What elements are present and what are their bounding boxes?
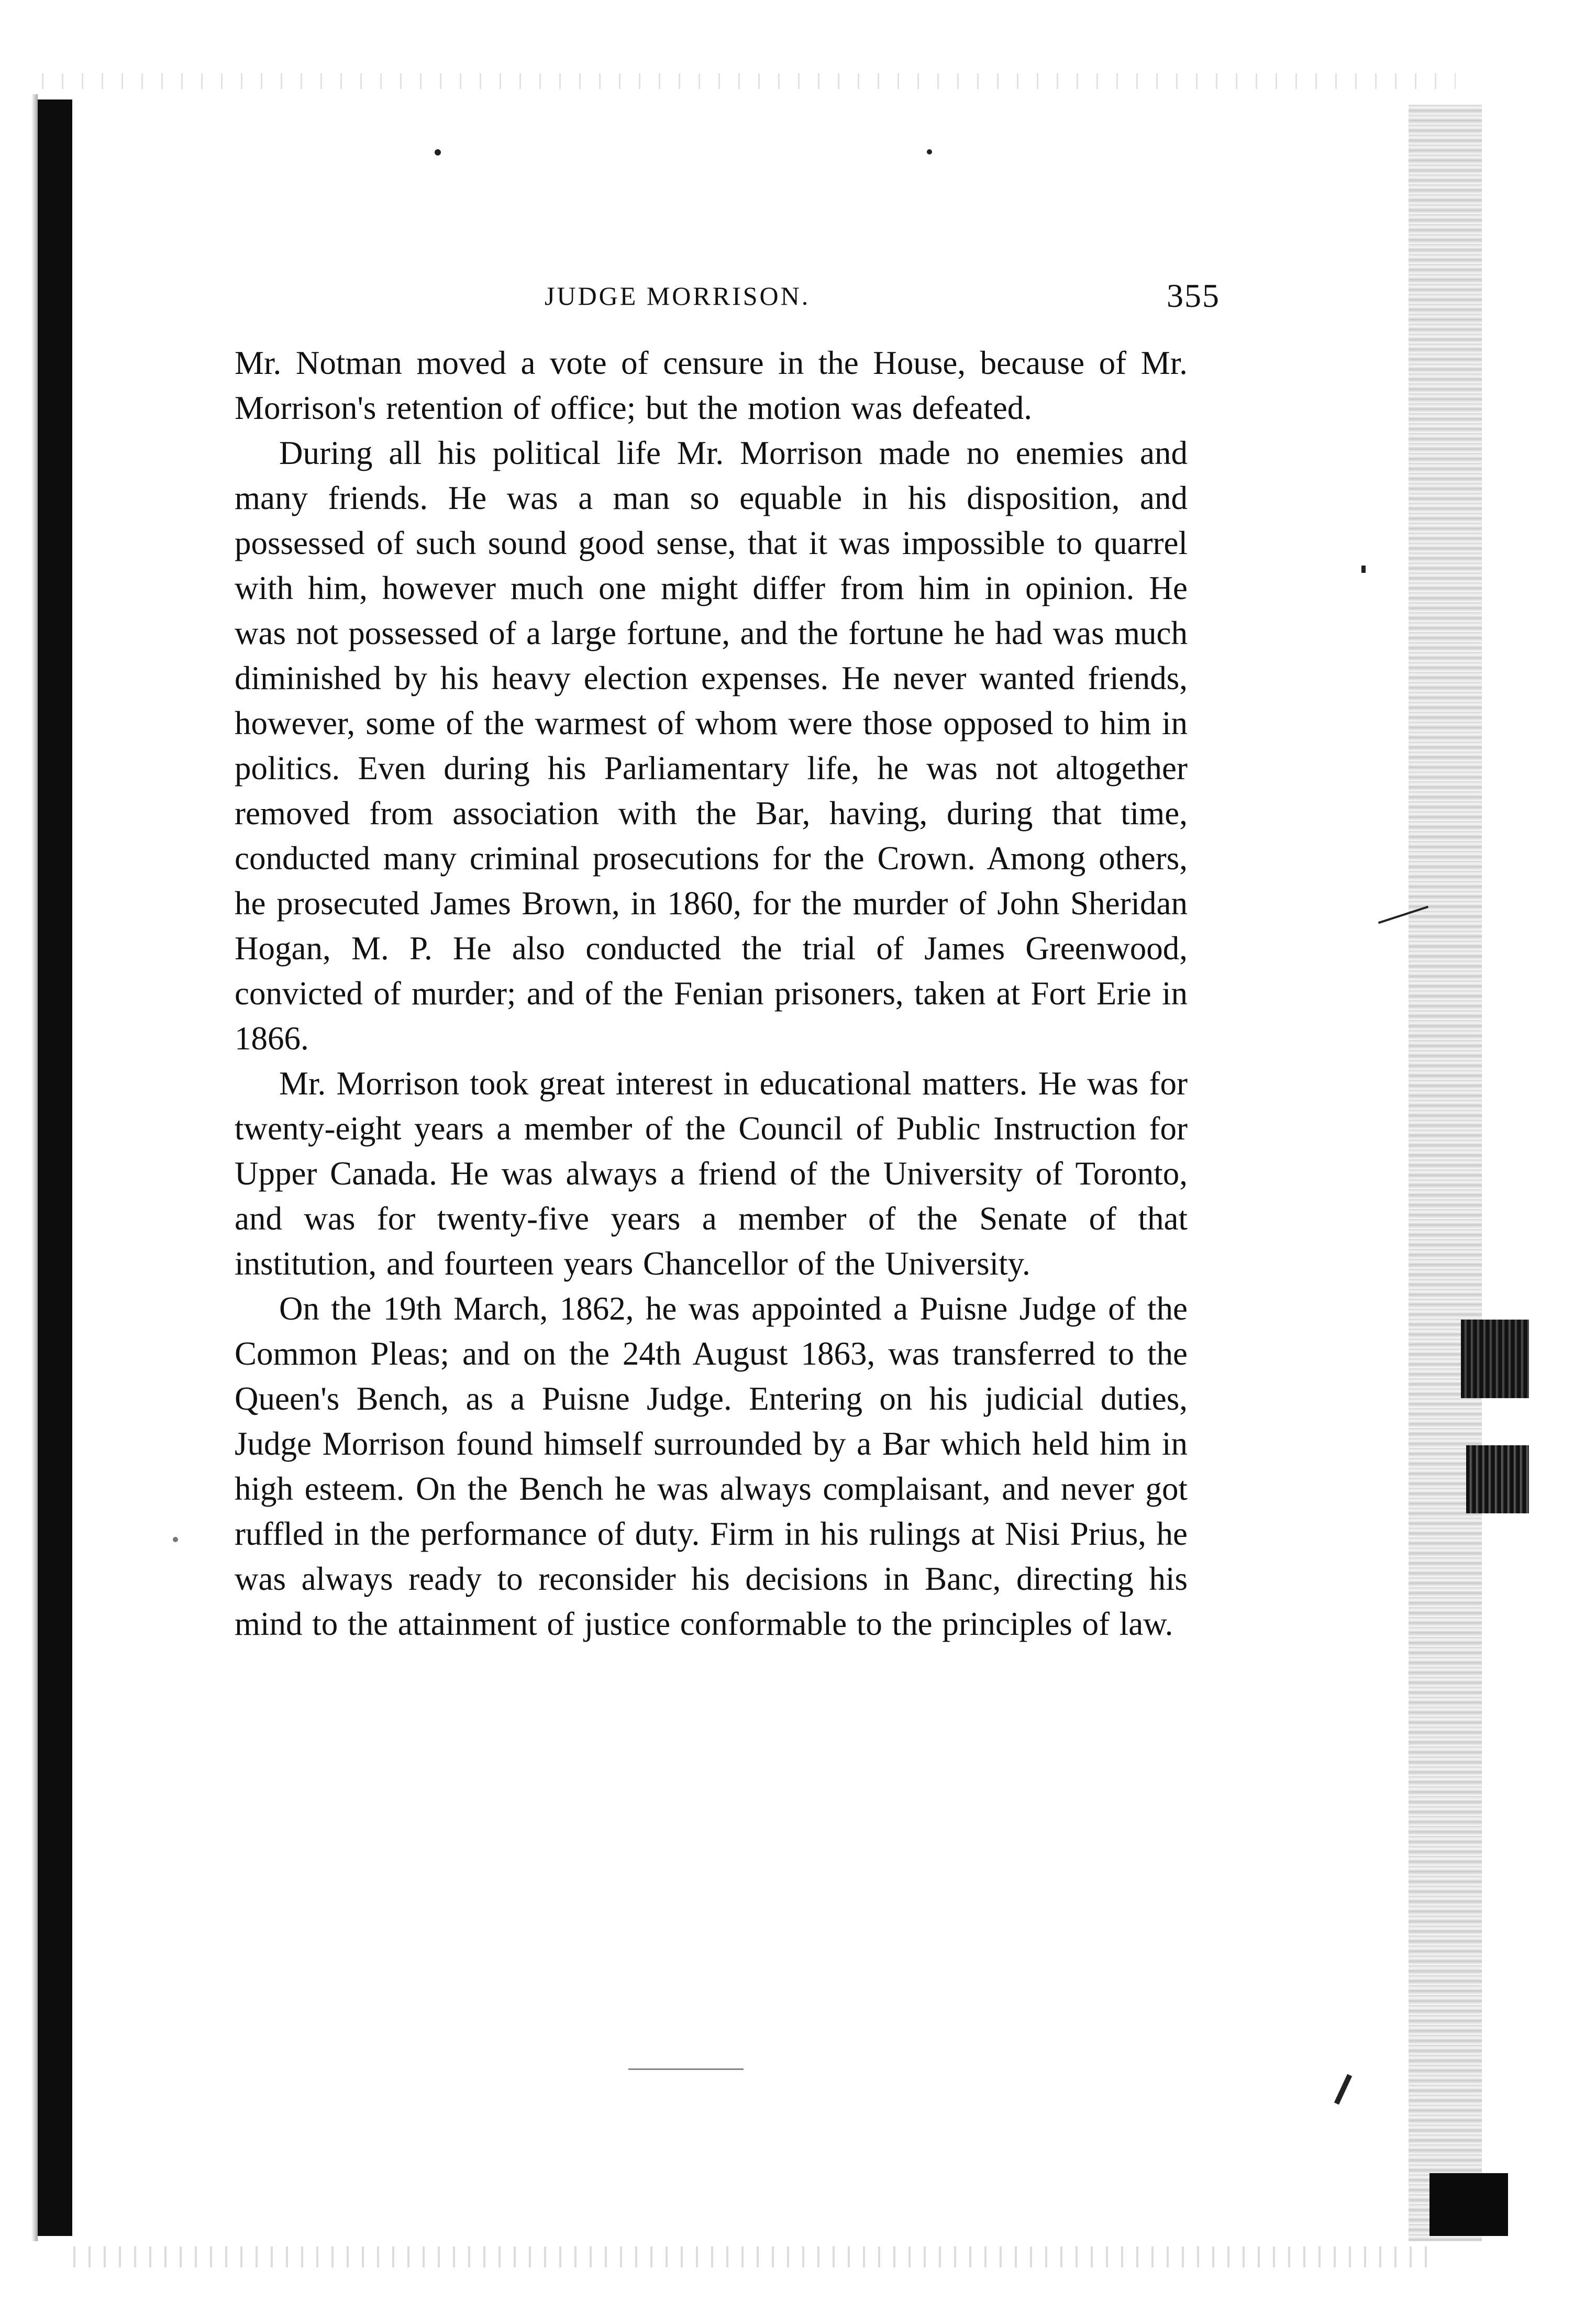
scan-noise-top [42, 73, 1456, 89]
scan-speck [1334, 2074, 1352, 2105]
binding-shadow [31, 94, 38, 2241]
page-edge-dark-mark [1466, 1445, 1529, 1513]
body-text [235, 340, 1188, 1646]
running-head [236, 272, 1220, 319]
end-rule [628, 2068, 744, 2070]
paragraph: Mr. Notman moved a vote of censure in the House, because of Mr. Morrison's retention of office; but the motion was defeated. [235, 345, 1188, 426]
paragraph: During all his political life Mr. Morrison made no enemies and many friends. He was a man so equable in his disposition, and possessed of such sound good sense, that it was impossible to quarrel with him, however much one might differ from him in opinion. He was not possessed of a large fortune, and the fortune he had was much diminished by his heavy election expenses. He never wanted friends, however, some of the warmest of whom were those opposed to him in politics. Even during his Parliamentary life, he was not altogether removed from association with the Bar, having, during that time, conducted many criminal prosecutions for the Crown. Among others, he prosecuted James Brown, in 1860, for the murder of John Sheridan Hogan, M. P. He also conducted the trial of James Greenwood, convicted of murder; and of the Fenian prisoners, taken at Fort Erie in 1866. [235, 435, 1188, 1057]
corner-dark-block [1429, 2173, 1508, 2236]
scan-noise-bottom [73, 2246, 1435, 2267]
paragraph: On the 19th March, 1862, he was appointed a Puisne Judge of the Common Pleas; and on the 24th August 1863, was transferred to the Queen's Bench, as a Puisne Judge. Entering on his judicial duties, Judge Morrison found himself surrounded by a Bar which held him in high esteem. On the Bench he was always complaisant, and never got ruffled in the performance of duty. Firm in his rulings at Nisi Prius, he was always ready to reconsider his decisions in Banc, directing his mind to the attainment of justice conformable to the principles of law. [235, 1290, 1188, 1642]
scan-speck [435, 149, 441, 156]
scan-speck [173, 1537, 178, 1542]
binding-bar [38, 99, 72, 2236]
scan-speck [927, 149, 932, 154]
page-edge-dark-mark [1461, 1320, 1529, 1398]
scan-speck [1361, 566, 1366, 573]
page-edge-right [1409, 105, 1482, 2241]
page-number: 355 [1167, 277, 1220, 314]
paragraph: Mr. Morrison took great interest in educational matters. He was for twenty-eight years a member of the Council of Public Instruction for Upper Canada. He was always a friend of the University of Toronto, and was for twenty-five years a member of the Senate of that institution, and fourteen years Chancellor of the University. [235, 1065, 1188, 1282]
running-title: JUDGE MORRISON. [545, 281, 811, 311]
